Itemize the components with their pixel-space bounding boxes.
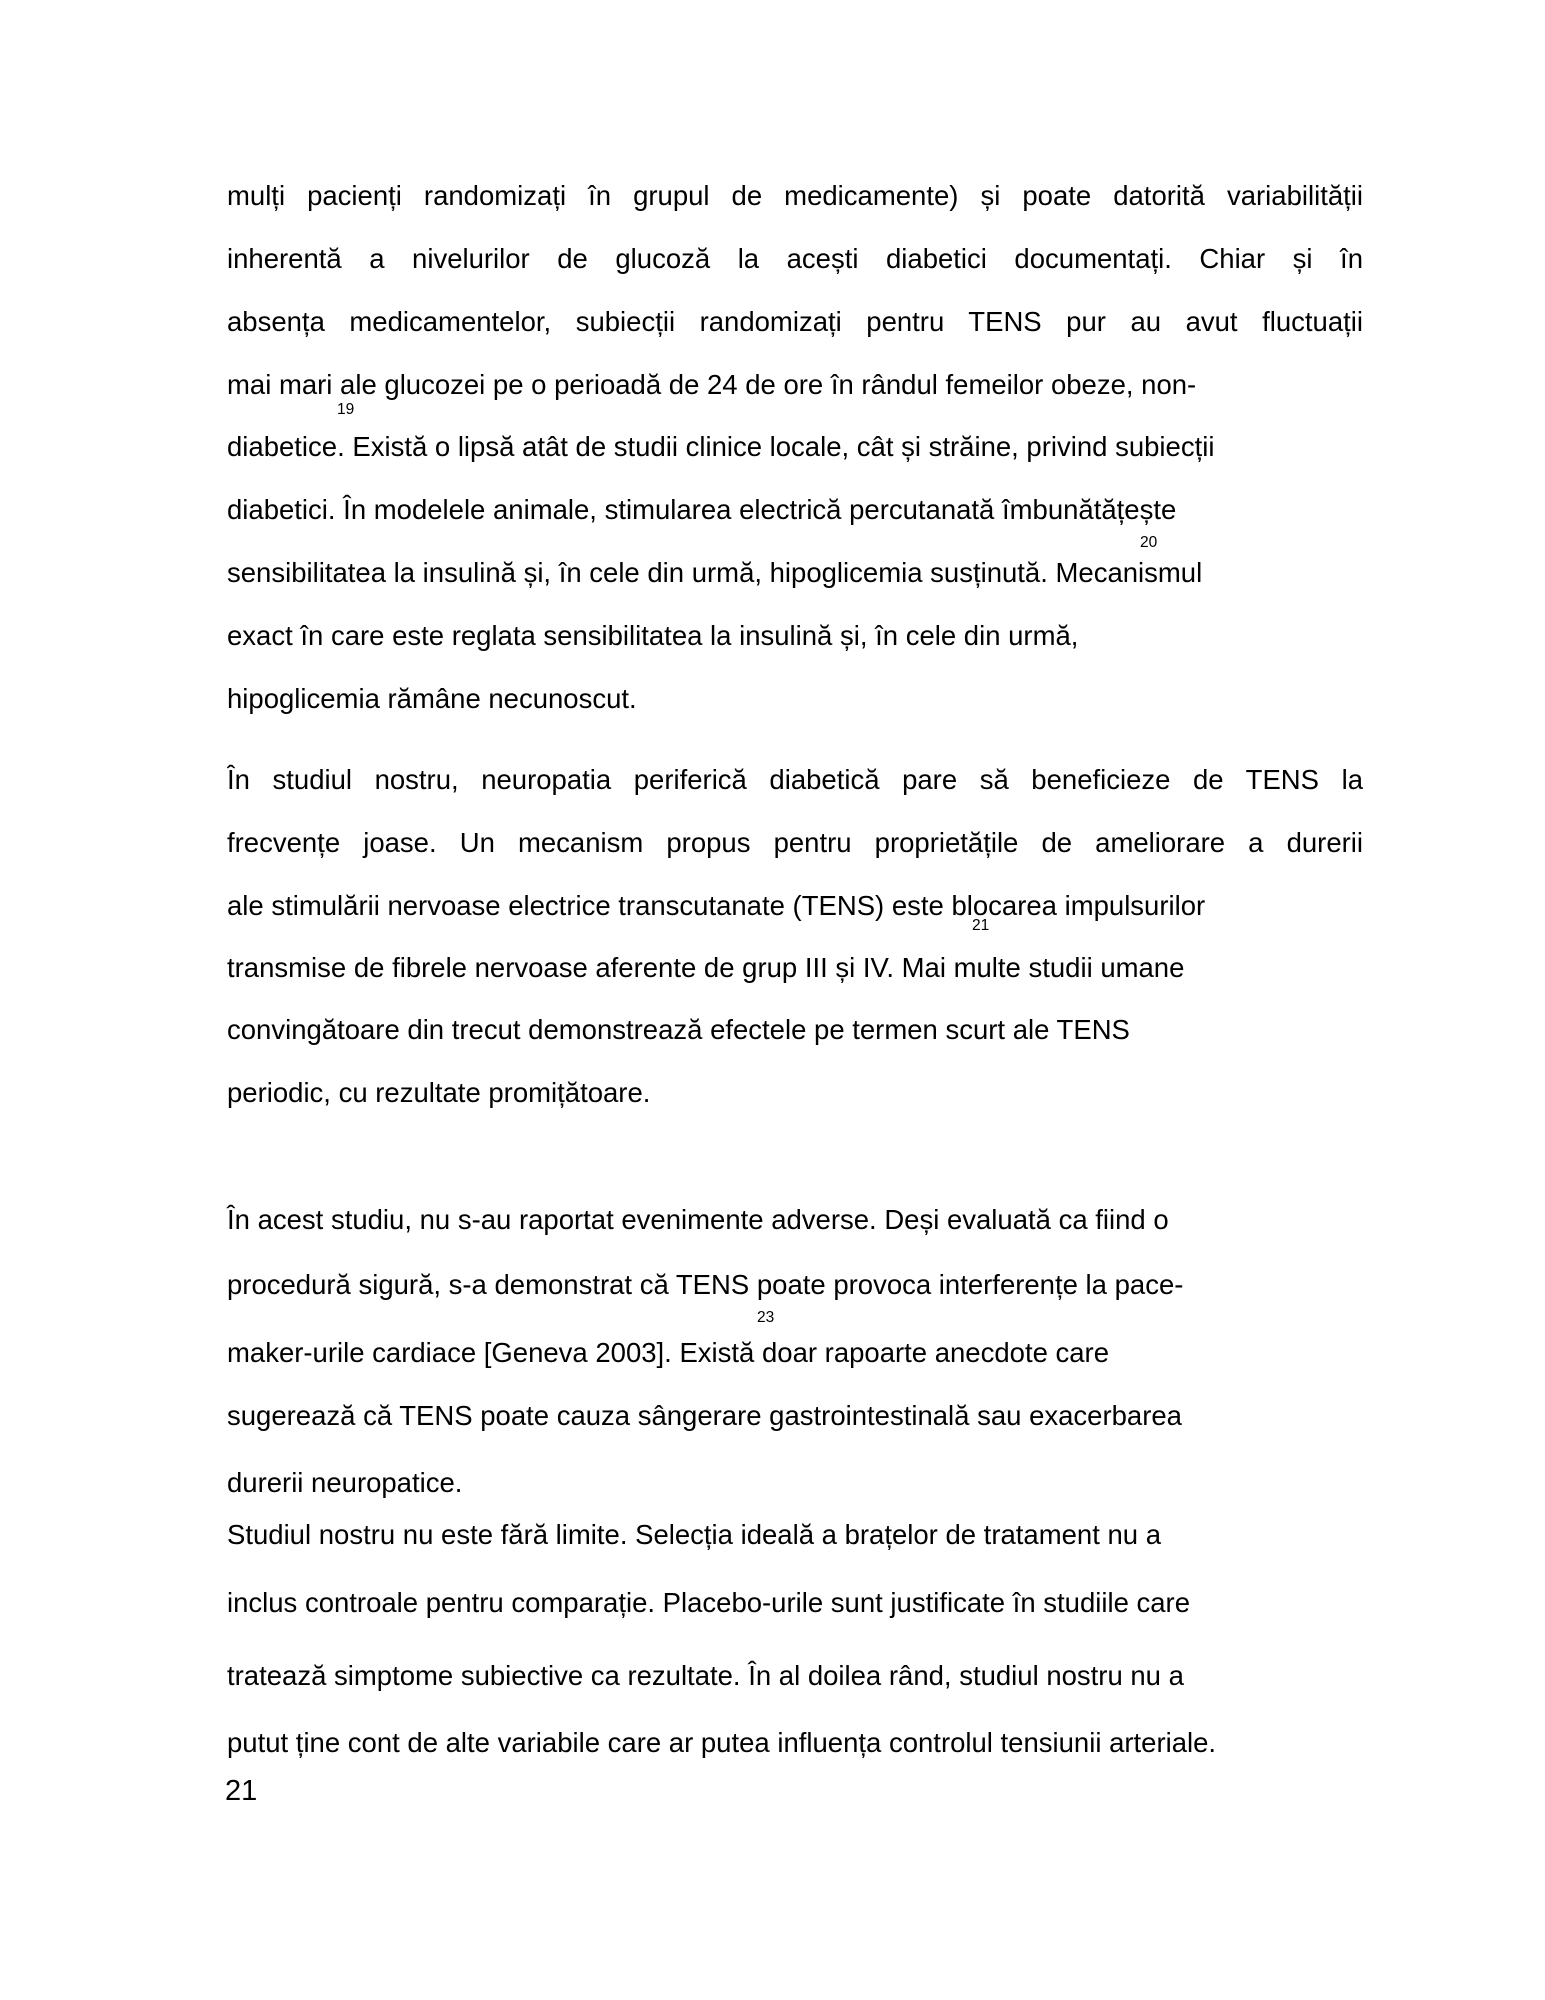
text-line: sensibilitatea la insulină și, în cele din urmă, hipoglicemia susținută. Mecanismul (227, 557, 1203, 588)
text-line: mai mari ale glucozei pe o perioadă de 24 de ore în rândul femeilor obeze, non- (227, 369, 1197, 400)
text-line: În acest studiu, nu s-au raportat evenimente adverse. Deși evaluată ca fiind o (227, 1204, 1169, 1235)
text-line: frecvențe joase. Un mecanism propus pentru proprietățile de ameliorare a durerii (227, 827, 1363, 858)
text-line: putut ține cont de alte variabile care ar putea influența controlul tensiunii arteriale. (227, 1727, 1217, 1758)
footnote-ref-20: 20 (1140, 534, 1158, 551)
footnote-ref-23: 23 (757, 1309, 775, 1326)
footnote-ref-19: 19 (337, 401, 355, 418)
text-line: hipoglicemia rămâne necunoscut. (227, 683, 637, 714)
text-line: absența medicamentelor, subiecții randomizați pentru TENS pur au avut fluctuații (227, 306, 1363, 337)
text-line: În studiul nostru, neuropatia periferică diabetică pare să beneficieze de TENS la (227, 764, 1363, 795)
text-line: ale stimulării nervoase electrice transcutanate (TENS) este blocarea impulsurilor (227, 890, 1206, 921)
text-line: procedură sigură, s-a demonstrat că TENS poate provoca interferențe la pace- (227, 1269, 1184, 1300)
text-line: sugerează că TENS poate cauza sângerare gastrointestinală sau exacerbarea (227, 1400, 1182, 1431)
page-number: 21 (225, 1775, 258, 1807)
text-line: convingătoare din trecut demonstrează efectele pe termen scurt ale TENS (227, 1014, 1130, 1045)
text-line: transmise de fibrele nervoase aferente de grup III și IV. Mai multe studii umane (227, 952, 1185, 983)
text-line: diabetici. În modelele animale, stimularea electrică percutanată îmbunătățește (227, 494, 1177, 525)
text-line: maker-urile cardiace [Geneva 2003]. Există doar rapoarte anecdote care (227, 1337, 1110, 1368)
text-line: periodic, cu rezultate promițătoare. (227, 1077, 651, 1108)
text-line: Studiul nostru nu este fără limite. Selecția ideală a brațelor de tratament nu a (227, 1519, 1162, 1550)
text-line: tratează simptome subiective ca rezultate. În al doilea rând, studiul nostru nu a (227, 1660, 1184, 1691)
text-line: mulți pacienți randomizați în grupul de medicamente) și poate datorită variabilității (227, 180, 1363, 211)
text-line: exact în care este reglata sensibilitatea la insulină și, în cele din urmă, (227, 620, 1079, 651)
text-line: diabetice. Există o lipsă atât de studii clinice locale, cât și străine, privind subiecții (227, 431, 1215, 462)
text-line: inherentă a nivelurilor de glucoză la acești diabetici documentați. Chiar și în (227, 243, 1363, 274)
text-line: durerii neuropatice. (227, 1467, 463, 1498)
footnote-ref-21: 21 (972, 917, 990, 934)
text-line: inclus controale pentru comparație. Placebo-urile sunt justificate în studiile care (227, 1587, 1190, 1618)
